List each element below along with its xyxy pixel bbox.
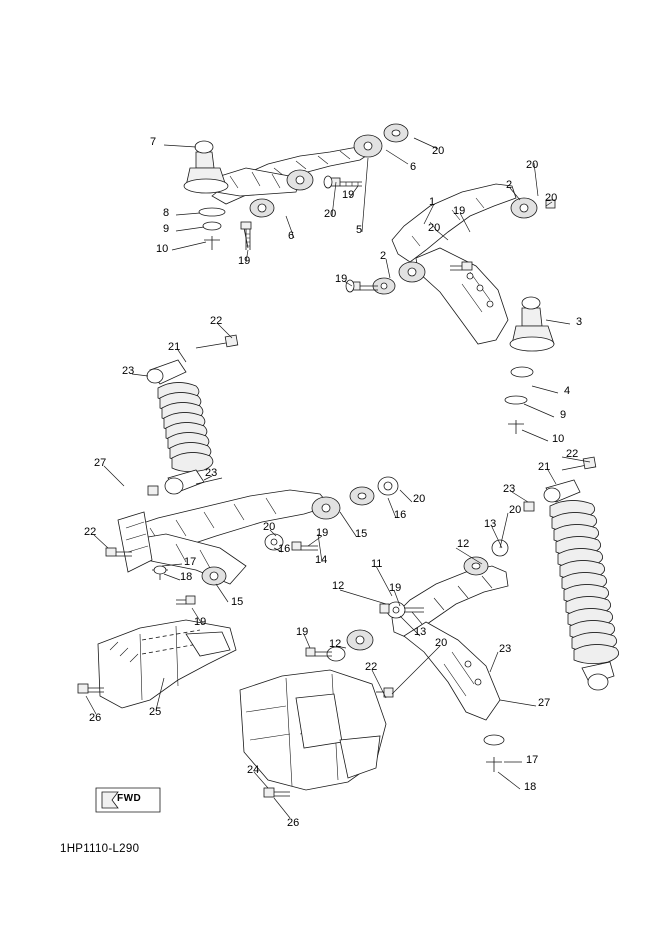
callout-label: 6 [288, 230, 295, 242]
callout-label: 21 [168, 341, 181, 353]
callout-label: 12 [329, 638, 342, 650]
callout-label: 23 [503, 483, 516, 495]
callout-label: 24 [247, 764, 260, 776]
callout-label: 16 [394, 509, 407, 521]
callout-label: 19 [389, 582, 402, 594]
callout-label: 23 [499, 643, 512, 655]
upper-right-a-arm [346, 184, 558, 434]
callout-label: 20 [545, 192, 558, 204]
callout-label: 11 [371, 558, 383, 570]
part-code-label: 1HP1110-L290 [60, 843, 140, 855]
callout-label: 15 [355, 528, 368, 540]
callout-label: 17 [526, 754, 539, 766]
callout-label: 5 [356, 224, 363, 236]
callout-label: 2 [380, 250, 387, 262]
callout-label: 23 [205, 467, 218, 479]
callout-label: 10 [552, 433, 565, 445]
callout-label: 1 [429, 196, 436, 208]
callout-label: 8 [163, 207, 170, 219]
callout-label: 20 [324, 208, 337, 220]
upper-left-a-arm [184, 124, 408, 250]
right-shock-absorber [524, 457, 619, 690]
callout-label: 22 [365, 661, 378, 673]
callout-label: 22 [210, 315, 223, 327]
callout-label: 14 [315, 554, 328, 566]
callout-label: 4 [564, 385, 571, 397]
callout-label: 2 [506, 179, 513, 191]
callout-label: 19 [453, 205, 466, 217]
callout-label: 22 [84, 526, 97, 538]
callout-label: 9 [560, 409, 567, 421]
lower-left-a-arm [106, 477, 398, 604]
callout-label: 18 [524, 781, 537, 793]
callout-label: 27 [538, 697, 551, 709]
callout-label: 20 [428, 222, 441, 234]
callout-label: 19 [194, 616, 207, 628]
callout-label: 20 [435, 637, 448, 649]
callout-label: 12 [457, 538, 470, 550]
callout-label: 20 [526, 159, 539, 171]
callout-label: 19 [342, 189, 355, 201]
callout-label: 20 [509, 504, 522, 516]
callout-label: 26 [89, 712, 102, 724]
callout-label: 13 [484, 518, 497, 530]
left-skid-plate [78, 620, 236, 708]
callout-label: 19 [296, 626, 309, 638]
callout-label: 19 [316, 527, 329, 539]
callout-label: 12 [332, 580, 345, 592]
callout-label: 16 [278, 543, 291, 555]
callout-label: 22 [566, 448, 579, 460]
callout-label: 20 [432, 145, 445, 157]
callout-label: 19 [238, 255, 251, 267]
callout-label: 7 [150, 136, 157, 148]
callout-label: 20 [263, 521, 276, 533]
callout-label: 19 [335, 273, 348, 285]
right-skid-plate [240, 670, 386, 797]
fwd-label: FWD [117, 793, 142, 804]
callout-label: 26 [287, 817, 300, 829]
callout-label: 17 [184, 556, 197, 568]
left-shock-absorber [147, 335, 238, 495]
callout-label: 3 [576, 316, 583, 328]
callout-label: 27 [94, 457, 107, 469]
callout-label: 15 [231, 596, 244, 608]
callout-label: 18 [180, 571, 193, 583]
callout-label: 9 [163, 223, 170, 235]
callout-label: 25 [149, 706, 162, 718]
callout-label: 20 [413, 493, 426, 505]
callout-label: 13 [414, 626, 427, 638]
callout-label: 6 [410, 161, 417, 173]
callout-label: 10 [156, 243, 169, 255]
fwd-marker [95, 786, 161, 812]
callout-label: 23 [122, 365, 135, 377]
callout-label: 21 [538, 461, 551, 473]
